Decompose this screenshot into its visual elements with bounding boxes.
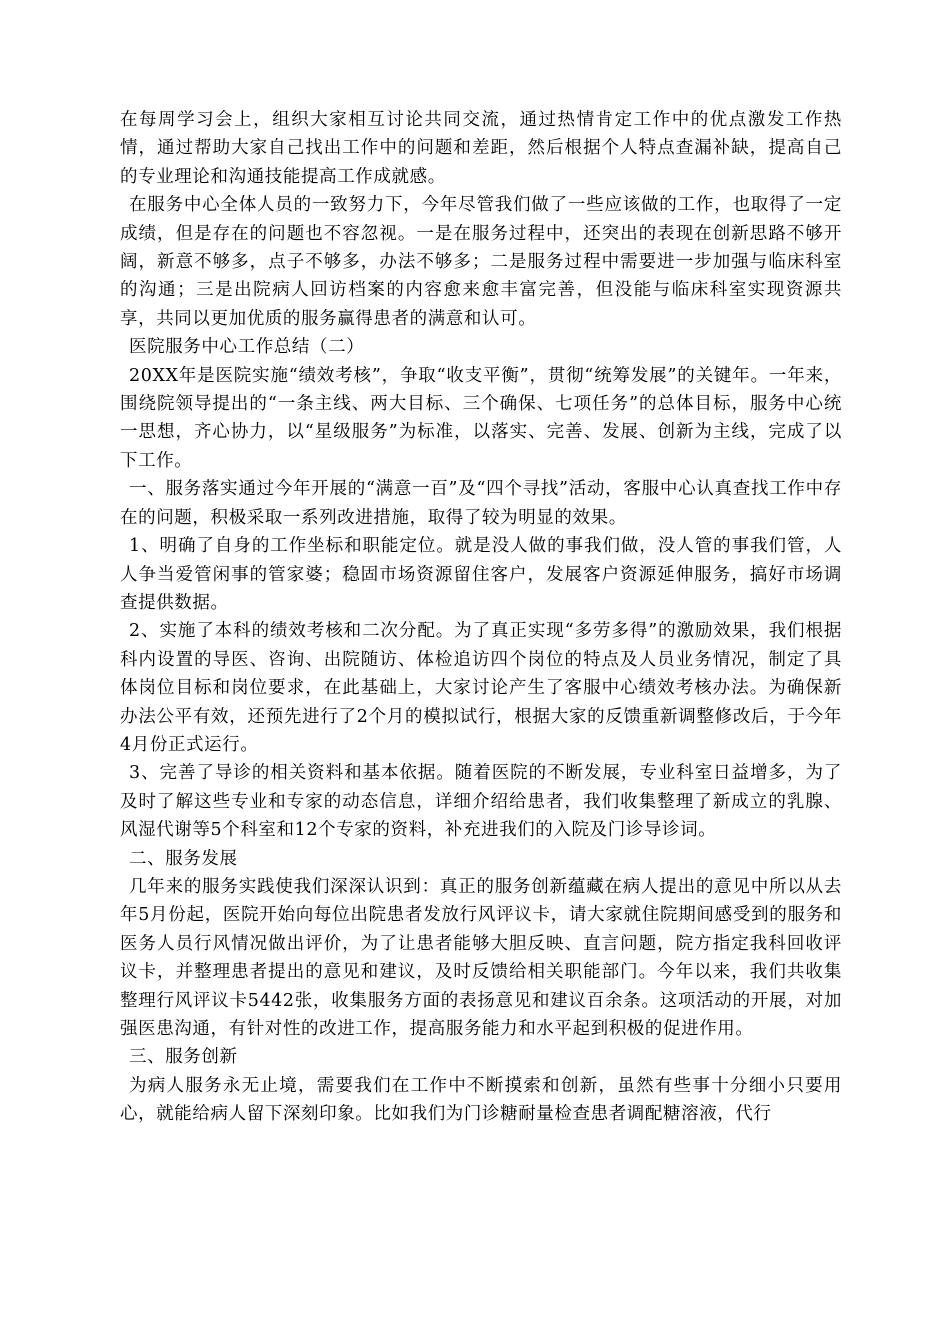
paragraph-study-meeting: 在每周学习会上，组织大家相互讨论共同交流，通过热情肯定工作中的优点激发工作热情，通过帮助大家自己找出工作中的问题和差距，然后根据个人特点查漏补缺，提高自己的专业理论和沟通技能提高工作成就感。: [120, 110, 842, 187]
section-heading-service-development: 二、服务发展: [129, 848, 238, 869]
paragraph-item-2: 2、实施了本科的绩效考核和二次分配。为了真正实现“多劳多得”的激励效果，我们根据科内设置的导医、咨询、出院随访、体检追访四个岗位的特点及人员业务情况，制定了具体岗位目标和岗位要求，在此基础上，大家讨论产生了客服中心绩效考核办法。为确保新办法公平有效，还预先进行了2个月的模拟试行，根据大家的反馈重新调整修改后，于今年4月份正式运行。: [120, 621, 842, 755]
section-title-summary-two: 医院服务中心工作总结（二）: [129, 337, 365, 358]
section-heading-service-innovation: 三、服务创新: [129, 1047, 238, 1068]
paragraph-achievements-and-problems: 在服务中心全体人员的一致努力下，今年尽管我们做了一些应该做的工作，也取得了一定成绩，但是存在的问题也不容忽视。一是在服务过程中，还突出的表现在创新思路不够开阔，新意不够多，点子不够多，办法不够多；二是服务过程中需要进一步加强与临床科室的沟通；三是出院病人回访档案的内容愈来愈丰富完善，但没能与临床科室实现资源共享，共同以更加优质的服务赢得患者的满意和认可。: [120, 195, 842, 329]
paragraph-service-implementation: 一、服务落实通过今年开展的“满意一百”及“四个寻找”活动，客服中心认真查找工作中存在的问题，积极采取一系列改进措施，取得了较为明显的效果。: [120, 479, 842, 528]
paragraph-item-3: 3、完善了导诊的相关资料和基本依据。随着医院的不断发展，专业科室日益增多，为了及时了解这些专业和专家的动态信息，详细介绍给患者，我们收集整理了新成立的乳腺、风湿代谢等5个科室和12个专家的资料，补充进我们的入院及门诊导诊词。: [120, 763, 842, 841]
paragraph-key-year: 20XX年是医院实施“绩效考核”，争取“收支平衡”，贯彻“统筹发展”的关键年。一年来，围绕院领导提出的“一条主线、两大目标、三个确保、七项任务”的总体目标，服务中心统一思想，齐心协力，以“星级服务”为标准，以落实、完善、发展、创新为主线，完成了以下工作。: [120, 365, 842, 471]
paragraph-item-1: 1、明确了自身的工作坐标和职能定位。就是没人做的事我们做，没人管的事我们管，人人争当爱管闲事的管家婆；稳固市场资源留住客户，发展客户资源延伸服务，搞好市场调查提供数据。: [120, 536, 842, 613]
document-body: [120, 106, 842, 1129]
paragraph-endless-service: 为病人服务永无止境，需要我们在工作中不断摸索和创新，虽然有些事十分细小只要用心，就能给病人留下深刻印象。比如我们为门诊糖耐量检查患者调配糖溶液，代行: [120, 1075, 842, 1125]
paragraph-service-practice: 几年来的服务实践使我们深深认识到：真正的服务创新蕴藏在病人提出的意见中所以从去年5月份起，医院开始向每位出院患者发放行风评议卡，请大家就住院期间感受到的服务和医务人员行风情况做出评价，为了让患者能够大胆反映、直言问题，院方指定我科回收评议卡，并整理患者提出的意见和建议，及时反馈给相关职能部门。今年以来，我们共收集整理行风评议卡5442张，收集服务方面的表扬意见和建议百余条。这项活动的开展，对加强医患沟通，有针对性的改进工作，提高服务能力和水平起到积极的促进作用。: [120, 876, 842, 1039]
